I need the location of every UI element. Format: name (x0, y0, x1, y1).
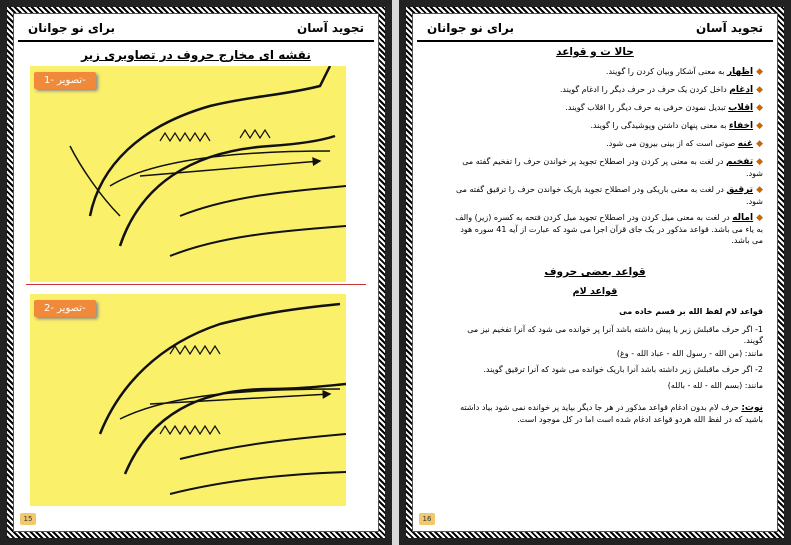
lam-rule: 1- اگر حرف ماقبلش زبر یا پیش داشته باشد آنرا پر خوانده می شود که آنرا تفخیم نیز می گویند. (467, 325, 763, 345)
bullet-icon: ◆ (756, 103, 763, 113)
figure-1 (30, 66, 346, 282)
header-brand: تجوید آسان (696, 21, 763, 35)
figure-2 (30, 294, 346, 506)
rule-term: اخفاء (729, 121, 754, 131)
rule-item (453, 66, 763, 78)
bullet-icon: ◆ (756, 67, 763, 77)
bullet-icon: ◆ (756, 139, 763, 149)
rule-text: در لغت به معنی میل کردن ودر اصطلاح تجوید میل کردن فتحه به کسره (زیر) والف به یاء می باشد. قواعد مذکور در یک جای قرآن اجرا می شود که عبارت از آیه 41 سوره هود می باشد. (455, 213, 763, 245)
rule-term: اماله (732, 213, 754, 223)
figure-2-label: تصویر -2- (34, 300, 96, 317)
right-header (417, 18, 773, 42)
section-title-lam: قواعد لام (572, 286, 618, 297)
header-brand: تجوید آسان (297, 21, 364, 35)
rule-item (453, 120, 763, 132)
bullet-icon: ◆ (756, 85, 763, 95)
left-page (0, 0, 392, 545)
section-title-letters: قواعد بعضی حروف (544, 266, 646, 278)
bullet-icon: ◆ (756, 213, 763, 223)
figure-1-label: تصویر -1- (34, 72, 96, 89)
rule-item (453, 84, 763, 96)
rule-item (453, 184, 763, 207)
bullet-icon: ◆ (756, 185, 763, 195)
rule-item (453, 102, 763, 114)
lam-rule: 2- اگر حرف ماقبلش زیر داشته باشد آنرا باریک خوانده می شود که آنرا ترقیق گویند. (483, 365, 763, 374)
rule-term: تفخیم (726, 157, 754, 167)
header-audience: برای نو جوانان (28, 21, 116, 35)
section-title-states: حالا ت و قواعد (556, 46, 634, 58)
rule-text: در لغت به معنی پر کردن ودر اصطلاح تجوید پر خواندن حرف را تفخیم گفته می شود. (462, 157, 763, 178)
header-audience: برای نو جوانان (427, 21, 515, 35)
left-page-inner (13, 13, 379, 532)
rule-text: در لغت به معنی باریکی ودر اصطلاح تجوید باریک خواندن حرف را ترقیق گفته می شود. (456, 185, 763, 206)
rule-text: داخل کردن یک حرف در حرف دیگر را ادغام گویند. (559, 85, 727, 94)
rule-text: تبدیل نمودن حرفی به حرف دیگر را اقلاب گویند. (565, 103, 726, 112)
rule-term: ادغام (729, 85, 754, 95)
rule-item (453, 212, 763, 246)
rule-term: اقلاب (728, 103, 754, 113)
note-label: نوت: (741, 403, 763, 413)
page-number: 15 (20, 513, 36, 525)
page-title: نقشه ای مخارج حروف در تصاویری زیر (81, 48, 311, 62)
right-page-inner (412, 13, 778, 532)
note-text: حرف لام بدون ادغام قواعد مذکور در هر جا دیگر بیاید پر خوانده نمی شود بیاد داشته باشید که در لفظ الله هردو قواعد ادغام شده است اما در کل موجود است. (460, 403, 763, 424)
bullet-icon: ◆ (756, 121, 763, 131)
lam-example: مانند: (من الله - رسول الله - عباد الله - وغ) (616, 349, 763, 358)
rule-item (453, 156, 763, 179)
rule-item (453, 138, 763, 150)
page-number: 16 (419, 513, 435, 525)
note (453, 402, 763, 425)
rule-term: غنه (737, 139, 754, 149)
rule-term: ترقیق (726, 185, 754, 195)
left-header (18, 18, 374, 42)
divider (26, 284, 366, 285)
articulation-sketch-1 (30, 66, 346, 282)
lam-example: مانند: (بسم الله - لله - بالله) (667, 381, 763, 390)
rule-text: به معنی پنهان داشتن وپوشیدگی را گویند. (590, 121, 727, 130)
bullet-icon: ◆ (756, 157, 763, 167)
rule-text: صوتی است که از بینی بیرون می شود. (606, 139, 736, 148)
lam-heading: قواعد لام لفظ الله بر قسم خاده می (619, 307, 763, 316)
rule-term: اظهار (727, 67, 754, 77)
rule-text: به معنی آشکار وبیان کردن را گویند. (605, 67, 725, 76)
articulation-sketch-2 (30, 294, 346, 506)
right-page (399, 0, 791, 545)
